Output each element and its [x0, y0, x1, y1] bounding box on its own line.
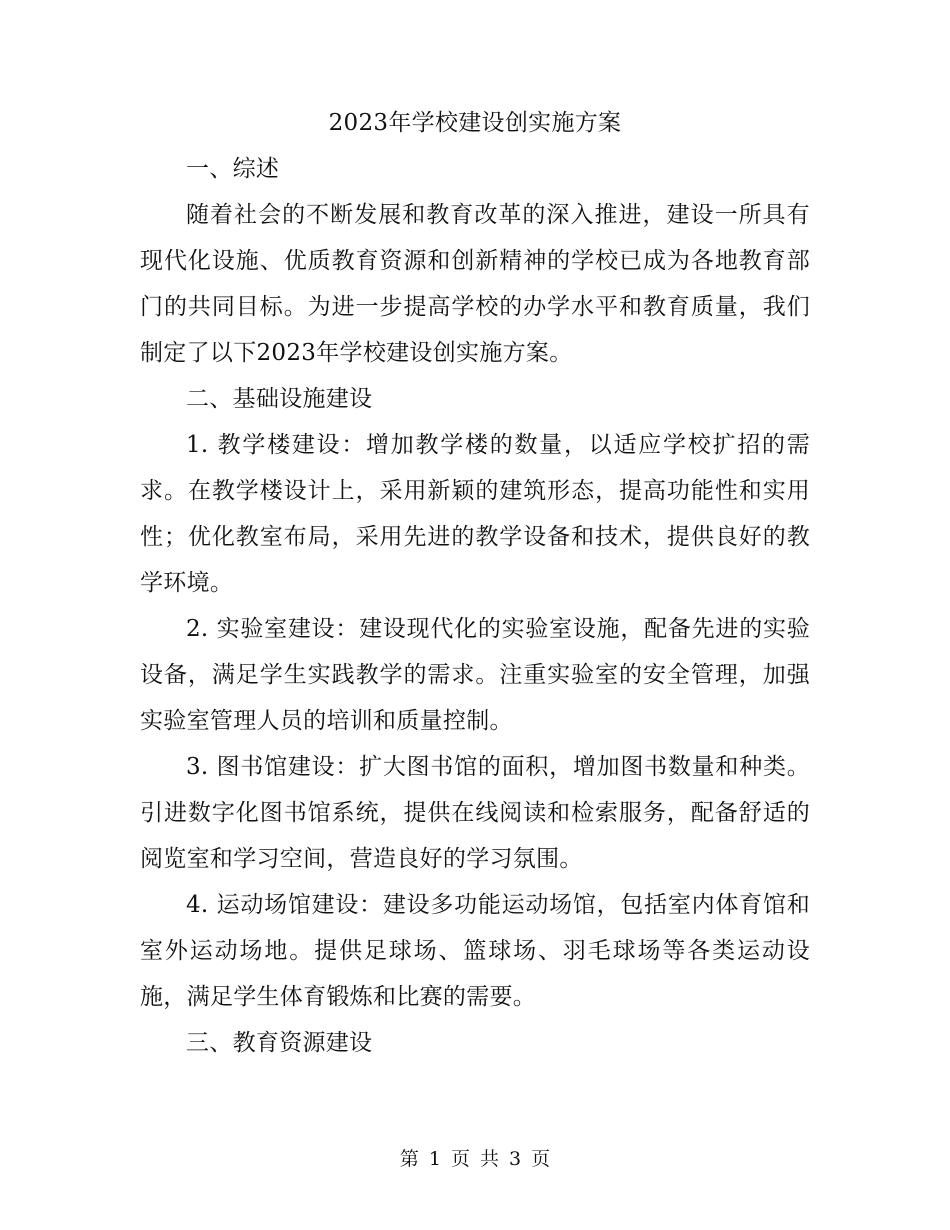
- section-heading-education-resources: 三、教育资源建设: [186, 1030, 373, 1056]
- section-heading-infrastructure: 二、基础设施建设: [186, 386, 373, 412]
- paragraph-overview: 随着社会的不断发展和教育改革的深入推进，建设一所具有现代化设施、优质教育资源和创新精神的学校已成为各地教育部门的共同目标。为进一步提高学校的办学水平和教育质量，我们制定了以下2023年学校建设创实施方案。: [140, 202, 810, 366]
- document-body: [140, 100, 810, 1066]
- section-heading-overview: 一、综述: [186, 156, 280, 182]
- page-footer: 第 1 页 共 3 页: [399, 1148, 551, 1170]
- document-title: 2023年学校建设创实施方案: [328, 110, 622, 136]
- paragraph-teaching-building: 1. 教学楼建设：增加教学楼的数量，以适应学校扩招的需求。在教学楼设计上，采用新颖的建筑形态，提高功能性和实用性；优化教室布局，采用先进的教学设备和技术，提供良好的教学环境。: [140, 432, 810, 596]
- paragraph-laboratory: 2. 实验室建设：建设现代化的实验室设施，配备先进的实验设备，满足学生实践教学的需求。注重实验室的安全管理，加强实验室管理人员的培训和质量控制。: [140, 616, 810, 734]
- paragraph-library: 3. 图书馆建设：扩大图书馆的面积，增加图书数量和种类。引进数字化图书馆系统，提供在线阅读和检索服务，配备舒适的阅览室和学习空间，营造良好的学习氛围。: [140, 754, 810, 872]
- paragraph-sports-venue: 4. 运动场馆建设：建设多功能运动场馆，包括室内体育馆和室外运动场地。提供足球场、篮球场、羽毛球场等各类运动设施，满足学生体育锻炼和比赛的需要。: [140, 892, 810, 1010]
